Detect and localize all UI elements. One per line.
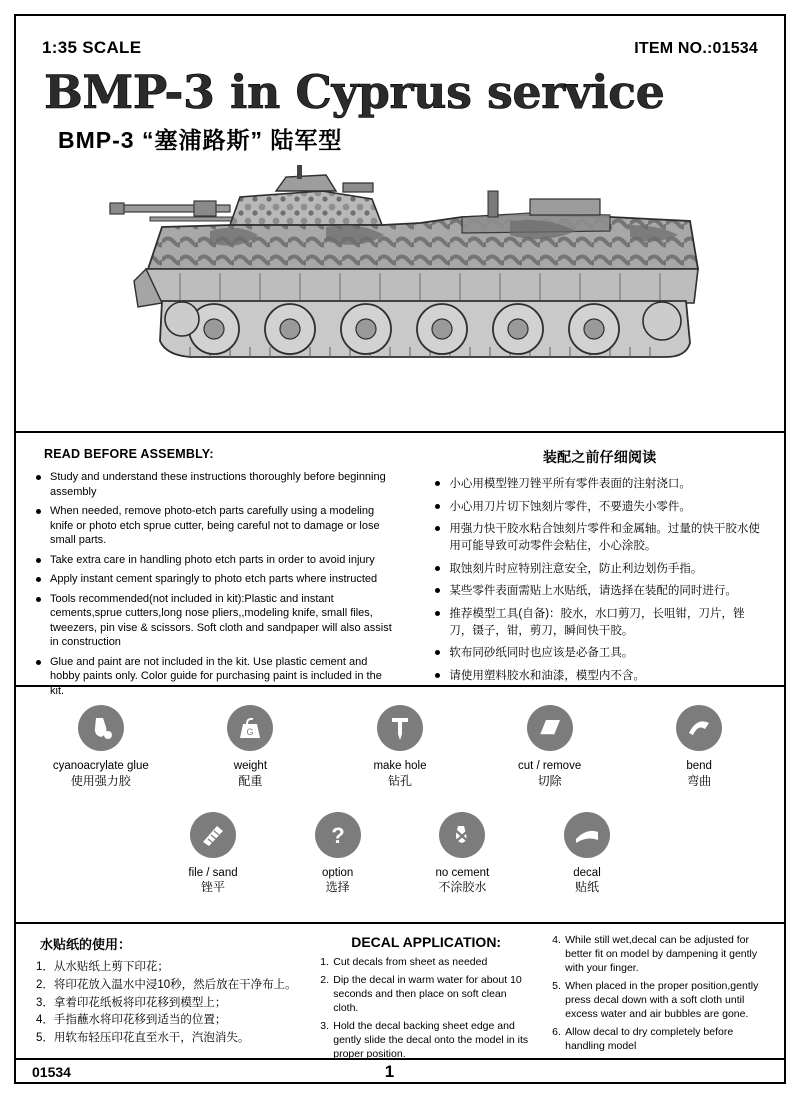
decal-icon: [564, 812, 610, 858]
item-number-label: ITEM NO.:01534: [634, 40, 758, 57]
symbol-legend-section: [16, 687, 784, 924]
cut-remove-icon: [527, 705, 573, 751]
page-title: BMP-3 in Cyprus service: [44, 65, 665, 119]
list-item: 软布同砂纸同时也应该是必备工具。: [433, 645, 766, 662]
no-cement-icon: [439, 812, 485, 858]
instructions-list-en: [34, 470, 397, 698]
list-item: 用强力快干胶水粘合蚀刻片零件和金属轴。过量的快干胶水使用可能导致可动零件会粘住，小心涂胶。: [433, 521, 766, 554]
symbol-legend-row-1: [26, 705, 774, 790]
glue-drop-icon: [78, 705, 124, 751]
decal-steps-en-left: [320, 956, 532, 1062]
legend-label-cn: 锉平: [201, 880, 226, 895]
list-item: Tools recommended(not included in kit):Plastic and instant cements,sprue cutters,long nose pliers,,modeling knife, small files, tweezers, pin vise & scissors. Soft cloth and sandpaper will also assist in construction: [34, 592, 397, 650]
decal-steps-cn: [36, 959, 300, 1048]
legend-label-cn: 选择: [325, 880, 350, 895]
decal-english-column-2: [542, 934, 774, 1058]
symbol-legend-row-2: [26, 812, 774, 897]
list-item: Apply instant cement sparingly to photo etch parts where instructed: [34, 572, 397, 587]
list-item: Study and understand these instructions thoroughly before beginning assembly: [34, 470, 397, 499]
list-item: When placed in the proper position,gently press decal down with a soft cloth until excess water and air bubbles are gone.: [565, 979, 759, 1020]
list-item: Take extra care in handling photo etch parts in order to avoid injury: [34, 553, 397, 568]
decal-title-cn: 水贴纸的使用：: [40, 937, 132, 952]
legend-item-weight: [176, 705, 326, 790]
legend-item-make-hole: [325, 705, 475, 790]
legend-caption: [400, 866, 525, 897]
page-number: 1: [384, 1062, 395, 1081]
legend-label-en: file / sand: [188, 866, 238, 879]
svg-text:G: G: [246, 727, 254, 737]
tank-illustration: [16, 161, 784, 391]
legend-label-en: option: [322, 866, 354, 879]
bmp-3-side-view-icon: [90, 161, 710, 386]
legend-label-cn: 切除: [537, 773, 562, 788]
legend-caption: [624, 759, 774, 790]
list-item: 4．手指蘸水将印花移到适当的位置；: [36, 1014, 227, 1027]
list-item: 3．拿着印花纸板将印花移到模型上；: [36, 996, 227, 1009]
legend-caption: [151, 866, 276, 897]
decal-english-column-1: [310, 934, 542, 1058]
list-item: 2．将印花放入温水中浸10秒，然后放在干净布上。: [36, 978, 297, 991]
list-item: When needed, remove photo-etch parts carefully using a modeling knife or photo etch sprue cutter, being careful not to damage or lose small parts.: [34, 504, 397, 548]
legend-label-cn: 使用强力胶: [70, 773, 131, 788]
header-top-row: [16, 16, 784, 58]
page-title-chinese: BMP-3 “塞浦路斯” 陆军型: [58, 127, 343, 154]
list-item: Dip the decal in warm water for about 10 seconds and then place on soft clean cloth.: [333, 973, 522, 1014]
scale-label: 1:35 SCALE: [42, 38, 142, 57]
legend-caption: [525, 866, 650, 897]
legend-label-en: decal: [573, 866, 601, 879]
weight-icon: [227, 705, 273, 751]
svg-text:?: ?: [330, 822, 345, 848]
instructions-title-en: READ BEFORE ASSEMBLY:: [44, 447, 214, 461]
list-item: While still wet,decal can be adjusted for better fit on model by dampening it gently with your finger.: [565, 934, 758, 974]
list-item: 1．从水贴纸上剪下印花；: [36, 961, 169, 973]
footer-item-number: 01534: [32, 1064, 71, 1080]
read-before-assembly-section: [16, 431, 784, 697]
instructions-list-cn: [433, 476, 766, 685]
legend-caption: [275, 866, 400, 897]
drill-icon: [377, 705, 423, 751]
legend-label-en: make hole: [373, 760, 427, 772]
list-item: 小心用模型锉刀锉平所有零件表面的注射浇口。: [433, 476, 766, 493]
legend-caption: [26, 759, 176, 790]
decal-chinese-column: [26, 934, 310, 1058]
legend-label-en: weight: [233, 760, 268, 772]
decal-title-en: DECAL APPLICATION:: [351, 934, 502, 950]
instructions-chinese: [415, 433, 784, 685]
instructions-english: [16, 433, 415, 697]
option-icon: [315, 812, 361, 858]
header-section: [16, 16, 784, 431]
legend-caption: [325, 759, 475, 790]
list-item: 推荐模型工具(自备)：胶水，水口剪刀，长咀钳，刀片，锉刀，镊子，钳，剪刀，瞬间快干胶。: [433, 606, 766, 639]
list-item: Cut decals from sheet as needed: [333, 956, 488, 968]
legend-item-file-sand: [151, 812, 276, 897]
legend-caption: [176, 759, 326, 790]
legend-item-decal: [525, 812, 650, 897]
legend-item-option: [275, 812, 400, 897]
legend-label-en: cut / remove: [517, 760, 582, 772]
bend-icon: [676, 705, 722, 751]
list-item: 5．用软布轻压印花直至水干，汽泡消失。: [36, 1032, 250, 1045]
list-item: Glue and paint are not included in the kit. Use plastic cement and hobby paints only. Color guide for purchasing paint is included in the kit.: [34, 655, 397, 699]
legend-label-cn: 钻孔: [387, 773, 412, 788]
list-item: 小心用刀片切下蚀刻片零件，不要遗失小零件。: [433, 499, 766, 516]
legend-label-cn: 不涂胶水: [438, 880, 487, 895]
instructions-title-cn: 装配之前仔细阅读: [542, 449, 657, 465]
list-item: Allow decal to dry completely before handling model: [565, 1025, 734, 1052]
legend-item-no-cement: [400, 812, 525, 897]
decal-steps-en-right: [552, 934, 764, 1054]
list-item: 某些零件表面需贴上水贴纸，请选择在装配的同时进行。: [433, 583, 766, 600]
legend-item-bend: [624, 705, 774, 790]
legend-label-cn: 贴纸: [575, 880, 600, 895]
legend-item-cyanoacrylate-glue: [26, 705, 176, 790]
decal-application-section: [16, 924, 784, 1060]
page-footer: [16, 1060, 784, 1084]
legend-label-cn: 配重: [238, 773, 263, 788]
file-sand-icon: [190, 812, 236, 858]
list-item: 请使用塑料胶水和油漆，模型内不含。: [433, 668, 766, 685]
legend-label-cn: 弯曲: [687, 773, 712, 788]
legend-item-cut-remove: [475, 705, 625, 790]
list-item: 取蚀刻片时应特别注意安全，防止利边划伤手指。: [433, 561, 766, 578]
legend-label-en: no cement: [435, 866, 490, 879]
list-item: Hold the decal backing sheet edge and gently slide the decal onto the model in its proper position.: [333, 1019, 529, 1060]
legend-caption: [475, 759, 625, 790]
legend-label-en: cyanoacrylate glue: [52, 760, 149, 772]
legend-label-en: bend: [686, 760, 712, 772]
